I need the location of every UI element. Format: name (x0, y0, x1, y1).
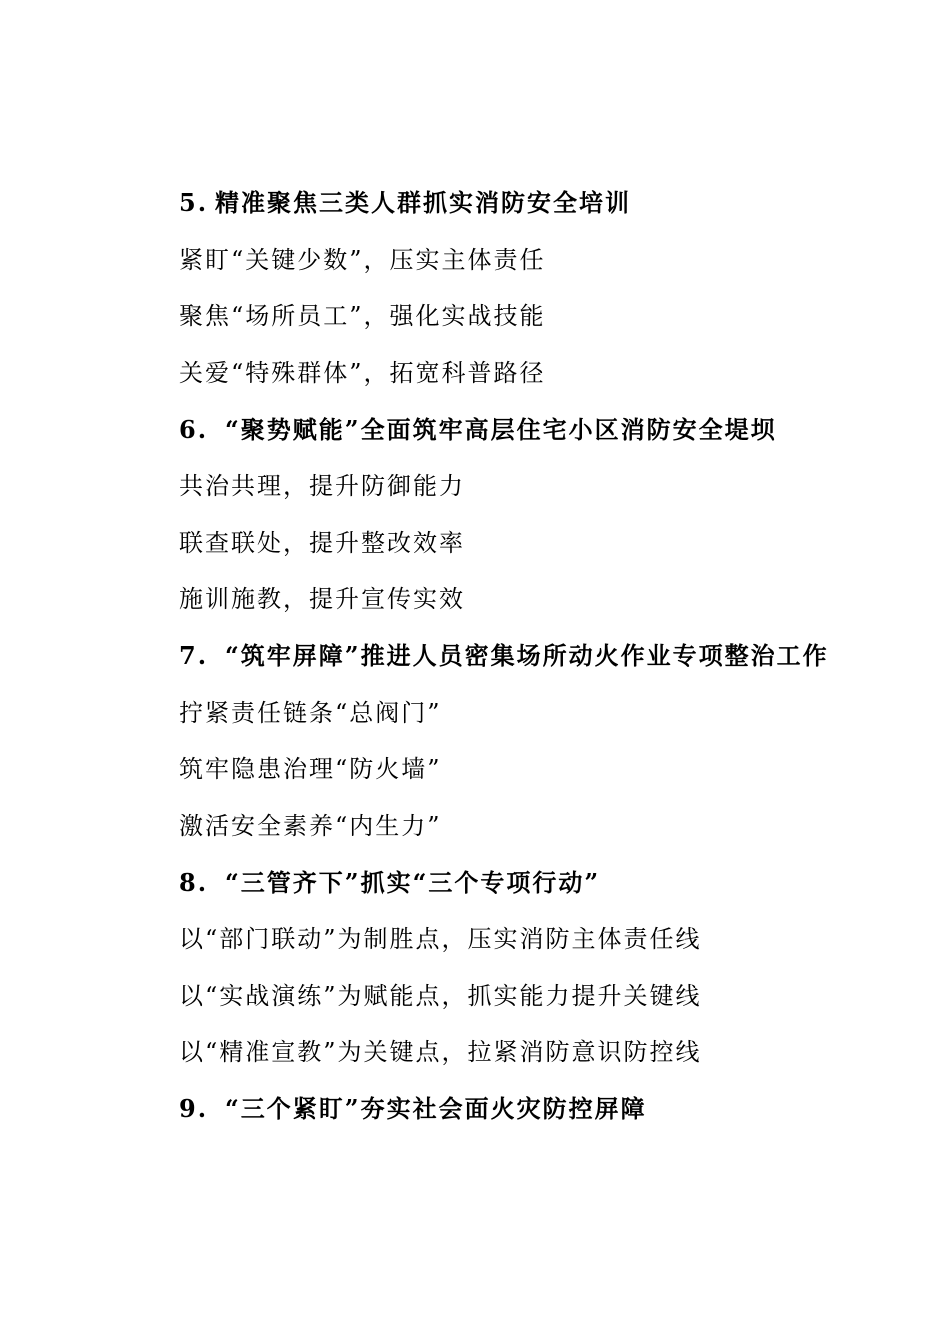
section-heading (179, 415, 777, 445)
section-item: 拧紧责任链条“总阀门” (179, 699, 442, 727)
section-heading (179, 1094, 647, 1124)
section-title: “三管齐下”抓实“三个专项行动” (225, 868, 601, 897)
section-heading (179, 188, 631, 218)
section-number: 9. (179, 1094, 209, 1123)
section-heading (179, 868, 600, 898)
section-number: 7. (179, 641, 209, 670)
section-item: 施训施教，提升宣传实效 (179, 585, 465, 613)
section-title: 精准聚焦三类人群抓实消防安全培训 (215, 188, 631, 217)
section-title: “聚势赋能”全面筑牢高层住宅小区消防安全堤坝 (225, 415, 777, 444)
section-heading (179, 641, 829, 671)
section-item: 筑牢隐患治理“防火墙” (179, 755, 442, 783)
section-title: “三个紧盯”夯实社会面火灾防控屏障 (225, 1094, 647, 1123)
section-item: 关爱“特殊群体”，拓宽科普路径 (179, 359, 546, 387)
section-item: 联查联处，提升整改效率 (179, 529, 465, 557)
section-item: 以“精准宣教”为关键点，拉紧消防意识防控线 (179, 1038, 702, 1066)
section-item: 紧盯“关键少数”，压实主体责任 (179, 246, 546, 274)
section-number: 8. (179, 868, 209, 897)
section-item: 聚焦“场所员工”，强化实战技能 (179, 302, 546, 330)
section-item: 以“实战演练”为赋能点，抓实能力提升关键线 (179, 982, 702, 1010)
section-title: “筑牢屏障”推进人员密集场所动火作业专项整治工作 (225, 641, 829, 670)
section-item: 以“部门联动”为制胜点，压实消防主体责任线 (179, 925, 702, 953)
section-item: 共治共理，提升防御能力 (179, 472, 465, 500)
section-number: 6. (179, 415, 209, 444)
section-item: 激活安全素养“内生力” (179, 812, 442, 840)
section-number: 5. (179, 188, 209, 217)
